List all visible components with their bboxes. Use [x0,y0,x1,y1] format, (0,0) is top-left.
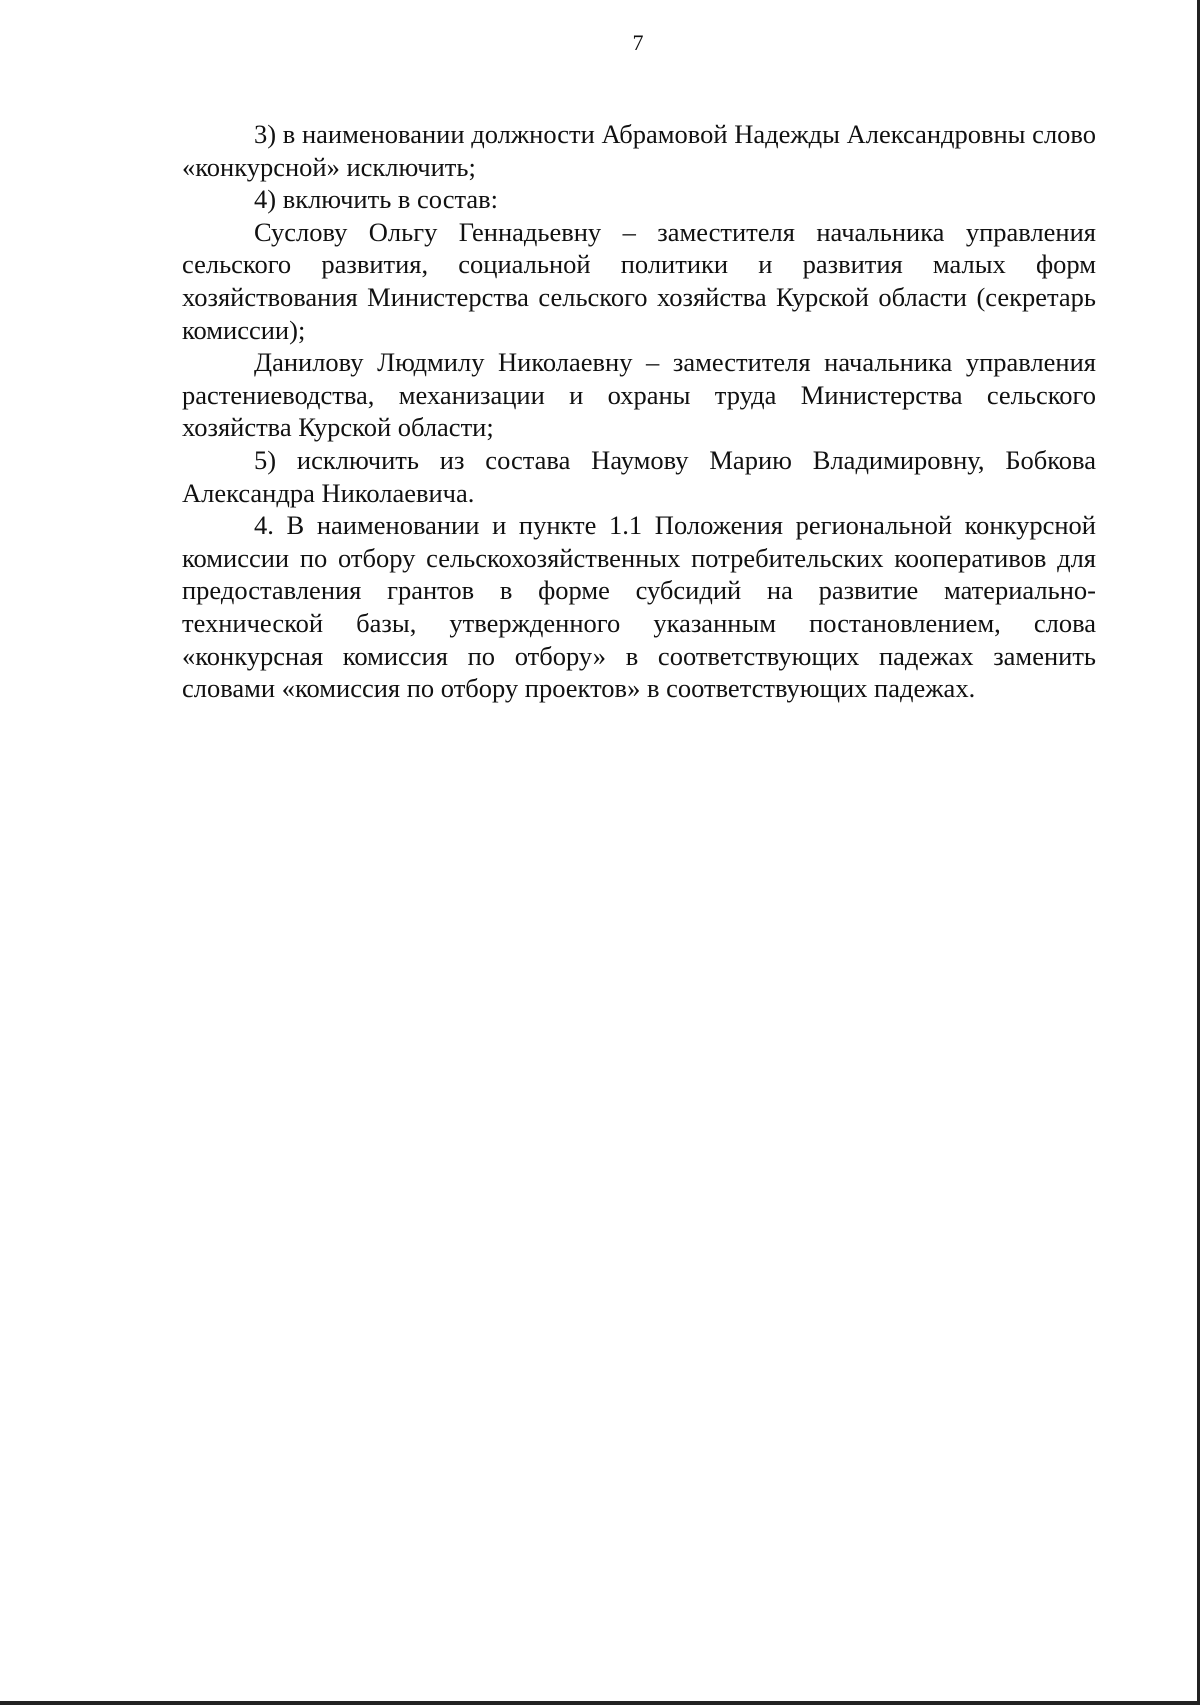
paragraph-item-3-abramova: 3) в наименовании должности Абрамовой Надежды Александровны слово «конкурсной» исключить; [182,119,1096,182]
paragraph-item-4-include: 4) включить в состав: [254,184,499,215]
paragraph-section-4: 4. В наименовании и пункте 1.1 Положения региональной конкурсной комиссии по отбору сельскохозяйственных потребительских кооперативов для предоставления грантов в форме субсидий на развитие материально-технической базы, утвержденного указанным постановлением, слова «конкурсная комиссия по отбору» в соответствующих падежах заменить словами «комиссия по отбору проектов» в соответствующих падежах. [182,510,1096,704]
scan-edge-bottom [0,1701,1200,1705]
page-number: 7 [632,30,644,55]
paragraph-danilova: Данилову Людмилу Николаевну – заместителя начальника управления растениеводства, механизации и охраны труда Министерства сельского хозяйства Курской области; [182,347,1096,443]
document-body [182,118,1096,705]
paragraph-item-5-exclude: 5) исключить из состава Наумову Марию Владимировну, Бобкова Александра Николаевича. [182,444,1096,508]
paragraph-suslova: Суслову Ольгу Геннадьевну – заместителя начальника управления сельского развития, социальной политики и развития малых форм хозяйствования Министерства сельского хозяйства Курской области (секретарь комиссии); [182,216,1096,345]
